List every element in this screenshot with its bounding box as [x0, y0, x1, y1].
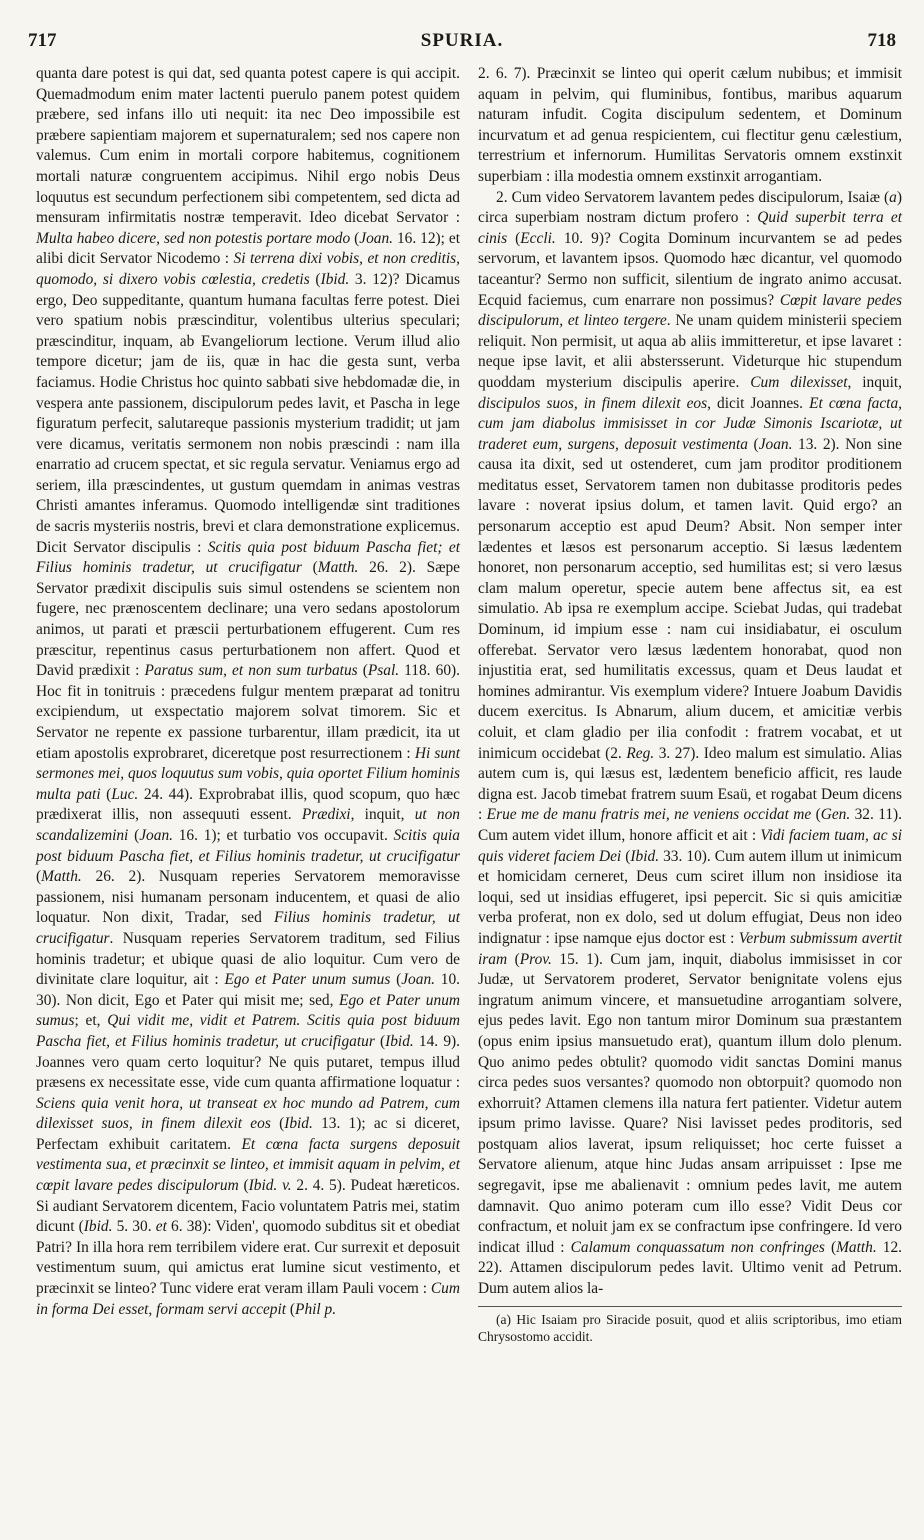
- italic-quotation: a: [889, 188, 897, 206]
- text-run: , dicit Joannes.: [707, 394, 810, 412]
- text-run: (: [128, 826, 140, 844]
- text-run: (: [507, 229, 521, 247]
- italic-quotation: Scitis quia post biduum Pascha fiet; et Filius hominis tradetur, ut crucifigatur: [36, 538, 460, 577]
- italic-quotation: Si terrena dixi vobis, et non creditis, quomodo, si dixero vobis cœlestia, credetis: [36, 250, 460, 288]
- italic-quotation: Joan.: [139, 826, 173, 844]
- text-run: 2. 6. 7). Præcinxit se linteo qui operit cælum nubibus; et immisit aquam in pelvim, qui fluminibus, fontibus, maribus aquarum naturam infudit. Cogita discipulum sedentem, et Dominum incurvatum et ad genua respicientem, cui flectitur genu cælestium, terrestrium et infernorum. Humilitas Servatoris omnem exstinxit superbiam : illa modestia omnem exstinxit arrogantiam.: [478, 65, 902, 185]
- text-run: 5. 30.: [112, 1218, 156, 1236]
- text-run: 3. 27). Ideo malum est simulatio. Alias autem cum is, qui læsus est, lædentem beneficio afficit, res laude digna est. Jacob timebat fratrem suum Esaü, et rogabat Deum dicens :: [478, 744, 902, 824]
- italic-quotation: Joan.: [359, 229, 394, 247]
- text-run: (: [507, 950, 520, 968]
- text-run: 6. 38): Viden', quomodo subditus sit et obediat Patri? In illa hora rem terribilem videre erat. Cur surrexit et deposuit vestimentum suum, qui amictus erat lumine sicut vestimento, et præcinxit se linteo? Tunc videre erat veram illam Pauli vocem :: [36, 1218, 460, 1298]
- footnote: (a) Hic Isaiam pro Siracide posuit, quod et aliis scriptoribus, imo etiam Chrysostomo accidit.: [478, 1311, 902, 1344]
- text-run: 13. 2). Non sine causa ita dixit, sed ut ostenderet, cum jam proditor proditionem meditatus esset, Servatorem tamen non dubitasse proditoris pedes lavare : noverat ipsius dolum, et tamen lavit. Quid ergo? an personarum acceptio est apud Deum? Absit. Non semper inter lædentes et læsos est personarum acceptio. Si læsus lædentem honoret, non personarum acceptio, sed humilitas est; si vero læsus clam malum operetur, specie autem bene affectus sit, ea est simulatio. Ab ipsa re exemplum accipe. Sciebat Judas, qui tradebat Dominum, id impium esse : nam cui insidiabatur, ei osculum offerebat. Servator vero læsus lædentem honorabat, quod non injustitia erat, sed humilitatis excessus, quam et Deus laudat et homines admirantur. Vis exemplum videre? Intuere Joabum Davidis ducem exercitus. Is Abnarum, alium ducem, et amicitiæ verbis coluit, et clam gladio per ilia confodit : fratrem vocabat, et ut inimicum occidebat (2.: [478, 435, 902, 762]
- italic-quotation: Cœpit lavare pedes discipulorum, et linteo tergere: [478, 291, 902, 330]
- text-run: 33. 10). Cum autem illum ut inimicum et homicidam cerneret, Deus cum sciret illum non insidiose ita loqui, sed ut insidias effugeret, ipsi pepercit. Sic si quis amicitiæ verba proferat, non ex dolo, sed ut dolum effugiat, Deus non ideo indignatur : ipse namque ejus doctor est :: [478, 847, 902, 947]
- italic-quotation: Verbum submissum avertit iram: [478, 929, 902, 968]
- italic-quotation: Ibid.: [83, 1218, 113, 1236]
- text-run: (: [100, 785, 112, 803]
- text-run: 16. 1); et turbatio vos occupavit.: [172, 826, 394, 844]
- italic-quotation: Ibid.: [630, 847, 660, 865]
- text-run: (: [390, 971, 402, 989]
- italic-quotation: Eccli.: [520, 229, 556, 247]
- text-run: (: [374, 1032, 386, 1050]
- text-run: (: [309, 270, 321, 288]
- italic-quotation: Et cœna facta surgens deposuit vestimenta sua, et præcinxit se linteo, et immisit aquam in pelvim, et cœpit lavare pedes discipulorum: [36, 1135, 461, 1195]
- text-run: 15. 1). Cum jam, inquit, diabolus immisisset in cor Judæ, ut Servatorem proderet, Servator benignitate volens ejus ingratum animum vincere, et mansuetudine arrogantiam solvere, ejus pedes lavit. Ego non tantum miror Dominum sua præstantem (opus enim ipsius mansuetudo erat), quantum illum dolo plenum. Quo animo pedes obtulit? quomodo vidit sanctas Domini manus circa pedes suos versantes? quomodo non obtorpuit? quomodo non exhorruit? Attamen clemens illa natura fert patienter. Videtur autem ipsum primo lavisse. Quare? Nisi lavisset pedes proditoris, sed postquam alios laverat, ipsum reliquisset; hoc certe fuisset a Servatore alienum, atque hinc Judas ansam arripuisset : Ipse me segregavit, ipse me abalienavit : omnium pedes lavit, me autem damnavit. Quo animo poteram cum illo esse? Vidit Deus cor confractum, et noluit jam ex se confractum ipse confringere. Id vero indicat illud :: [478, 950, 902, 1256]
- running-title: SPURIA.: [420, 30, 504, 51]
- text-run: (: [238, 1177, 249, 1195]
- right-column: [478, 64, 902, 1345]
- italic-quotation: Ibid. v.: [248, 1177, 292, 1195]
- text-run: (: [811, 806, 821, 824]
- italic-quotation: Vidi faciem tuam, ac si quis videret faciem Dei: [478, 826, 903, 865]
- text-run: (: [301, 559, 318, 577]
- italic-quotation: Joan.: [401, 971, 435, 989]
- italic-quotation: Scitis quia post biduum Pascha fiet, et Filius hominis tradetur, ut crucifigatur: [36, 826, 460, 865]
- italic-quotation: Psal.: [367, 662, 400, 680]
- text-run: 14. 9). Joannes vero quam certo loquitur? Ne quis putaret, tempus illud præsens ex necessitate esse, vide cum quanta affirmatione loquatur :: [36, 1032, 460, 1092]
- italic-quotation: Matth.: [41, 868, 82, 886]
- page-header: [28, 30, 896, 60]
- page-number-right: 718: [867, 30, 896, 51]
- text-run: . Nusquam reperies Servatorem traditum, sed Filius hominis tradetur; et ubique quasi de alio loquitur. Cum vero de divinitate clare loquitur, ait :: [36, 929, 460, 989]
- page-number-left: 717: [28, 30, 57, 51]
- italic-quotation: et: [155, 1218, 167, 1236]
- left-paragraph-1: [36, 64, 460, 1320]
- italic-quotation: Et cœna facta, cum jam diabolus immisisset in cor Judæ Simonis Iscariotæ, ut traderet eum, surgens, deposuit vestimenta: [478, 394, 902, 453]
- text-run: 16. 12); et alibi dicit Servator Nicodemo :: [36, 229, 460, 268]
- text-run: (: [747, 435, 759, 453]
- italic-quotation: Cum dilexisset: [750, 373, 848, 391]
- text-run: 24. 44). Exprobrabat illis, quod scopum, quo hæc prædixerat illis, non assequuti essent.: [36, 785, 460, 824]
- text-run: (: [350, 229, 360, 247]
- italic-quotation: Gen.: [820, 806, 851, 824]
- italic-quotation: Phil p.: [295, 1300, 337, 1318]
- right-paragraph-1: [478, 64, 902, 188]
- text-run: 26. 2). Sæpe Servator prædixit discipulis suis simul ostendens se scientem non fugere, nec prænoscentem declinare; una vero sedans apostolorum animos, ut parati et præscii perturbationem effugerent. Cum res præscitur, repentinus casus perturbationem non affert. Quod et David prædixit :: [36, 559, 460, 680]
- text-run: (: [270, 1115, 285, 1133]
- italic-quotation: Prov.: [519, 950, 552, 968]
- italic-quotation: Ibid.: [284, 1115, 313, 1133]
- italic-quotation: Paratus sum, et non sum turbatus: [144, 662, 358, 680]
- text-run: ) circa superbiam nostram dictum profero :: [478, 188, 902, 227]
- italic-quotation: Reg.: [626, 744, 655, 762]
- text-run: 118. 60). Hoc fit in tonitruis : præcedens fulgur mentem præparat ad tonitru excipiendum, ut exspectatio majorem solvat timorem. Sic et Servator ne repente ex passione turbarentur, illam prædicit, ita ut etiam apostolis exprobraret, diceretque post resurrectionem :: [36, 662, 460, 762]
- italic-quotation: Joan.: [758, 435, 793, 453]
- italic-quotation: Hi sunt sermones mei, quos loquutus sum vobis, quia oportet Filium hominis multa pati: [36, 744, 460, 803]
- text-run: (: [286, 1300, 296, 1318]
- text-run: 3. 12)? Dicamus ergo, Deo suppeditante, quantum humana facultas ferre potest. Diei vero spatium nobis præscinditur, volentibus ulterius speculari; præscinditur, inquam, ab Evangeliorum lectione. Verum illud alio tempore dicetur; jam de iis, quæ in hac die gesta sunt, verba faciamus. Hodie Christus hoc quinto sabbati sive hebdomadæ die, in vespera ante passionem, discipulorum pedes lavit, et Pascha in lege figuratum perfecit, salutareque passionis mysterium tradidit; ut jam vere dicamus, veritatis sermonem non nobis præscindi : nam illa enarratio ad crucem spectat, et sic regula servatur. Veniamus ergo ad seriem, illa præscindentes, ut gustum quemdam in animas vestras Christi amantes inferamus. Quomodo intelligendæ sint traditiones de sacris mysteriis nostris, brevi et clara demonstratione explicemus. Dicit Servator discipulis :: [36, 270, 460, 556]
- italic-quotation: ut non scandalizemini: [36, 806, 460, 844]
- italic-quotation: Calamum conquassatum non confringes: [570, 1238, 825, 1256]
- italic-quotation: Quid superbit terra et cinis: [478, 209, 902, 247]
- italic-quotation: Matth.: [317, 559, 359, 577]
- text-run: 32. 11). Cum autem videt illum, honore afficit et ait :: [478, 806, 902, 844]
- italic-quotation: Filius hominis tradetur, ut crucifigatur: [36, 909, 460, 947]
- right-paragraph-2: [478, 188, 902, 1300]
- text-run: 10. 9)? Cogita Dominum incurvantem se ad pedes servorum, et lavantem ipsos. Quomodo hæc dicantur, vel quomodo taceantur? Sermo non sufficit, silentium de ingrato animo accusat. Ecquid faciemus, cum enarrare non possimus?: [478, 229, 902, 309]
- text-run: . Ne unam quidem ministerii speciem reliquit. Non permisit, ut aqua ab aliis immitteretur, et ipse lavaret : neque ipse lavit, et alii abstersserunt. Videturque hic stupendum quoddam mysterium discipulis aperire.: [478, 312, 903, 391]
- italic-quotation: Sciens quia venit hora, ut transeat ex hoc mundo ad Patrem, cum dilexisset suos, in finem dilexit eos: [36, 1094, 460, 1133]
- text-run: (: [621, 847, 631, 865]
- footnote-rule: [478, 1306, 902, 1307]
- text-run: 13. 1); ac si diceret, Perfectam exhibuit caritatem.: [36, 1115, 461, 1153]
- text-run: 26. 2). Nusquam reperies Servatorem memoravisse passionem, nisi humanam personam inducentem, et quasi de alio loquatur. Non dixit, Tradar, sed: [36, 868, 460, 927]
- italic-quotation: Qui vidit me, vidit et Patrem. Scitis quia post biduum Pascha fiet, et Filius hominis tradetur, ut crucifigatur: [36, 1012, 460, 1050]
- text-run: (: [357, 662, 368, 680]
- italic-quotation: discipulos suos, in finem dilexit eos: [478, 394, 708, 412]
- italic-quotation: Prædixi: [301, 806, 351, 824]
- text-run: 2. 4. 5). Pudeat hæreticos. Si audiant Servatorem dicentem, Facio voluntatem Patris mei, statim dicunt (: [36, 1177, 461, 1236]
- text-run: , inquit,: [350, 806, 415, 824]
- italic-quotation: Ibid.: [320, 270, 350, 288]
- italic-quotation: Multa habeo dicere, sed non potestis portare modo: [36, 229, 351, 247]
- text-run: , inquit,: [847, 373, 902, 391]
- italic-quotation: Ego et Pater unum sumus: [224, 971, 391, 989]
- italic-quotation: Erue me de manu fratris mei, ne veniens occidat me: [486, 806, 812, 824]
- italic-quotation: Luc.: [111, 785, 139, 803]
- italic-quotation: Ego et Pater unum sumus: [36, 991, 461, 1030]
- text-run: 2. Cum video Servatorem lavantem pedes discipulorum, Isaiæ (: [496, 188, 890, 206]
- left-column: [36, 64, 460, 1320]
- text-run: quanta dare potest is qui dat, sed quanta potest capere is qui accipit. Quemadmodum enim mater lactenti puerulo panem potest quidem præbere, sed infans illo uti nequit: ita nec Deo impossibile est præbere sapientiam majorem et supernaturalem; sed nos capere non valemus. Cum enim in mortali corpore habitemus, cognitionem mortali naturæ congruentem accipimus. Nihil ergo nobis Deus loquutus est secundum perfectionem sibi competentem, sed dicta ad mensuram infirmitatis nostræ temperavit. Ideo dicebat Servator :: [36, 65, 460, 227]
- text-run: 10. 30). Non dicit, Ego et Pater qui misit me; sed,: [36, 971, 460, 1009]
- text-run: 12. 22). Attamen discipulorum pedes lavit. Ultimo venit ad Petrum. Dum autem alios la-: [478, 1238, 903, 1298]
- text-run: (: [824, 1238, 837, 1256]
- text-run: (: [36, 868, 42, 886]
- italic-quotation: Cum in forma Dei esset, formam servi accepit: [36, 1280, 460, 1318]
- italic-quotation: Ibid.: [385, 1032, 414, 1050]
- italic-quotation: Matth.: [836, 1238, 877, 1256]
- text-run: ; et,: [74, 1012, 108, 1030]
